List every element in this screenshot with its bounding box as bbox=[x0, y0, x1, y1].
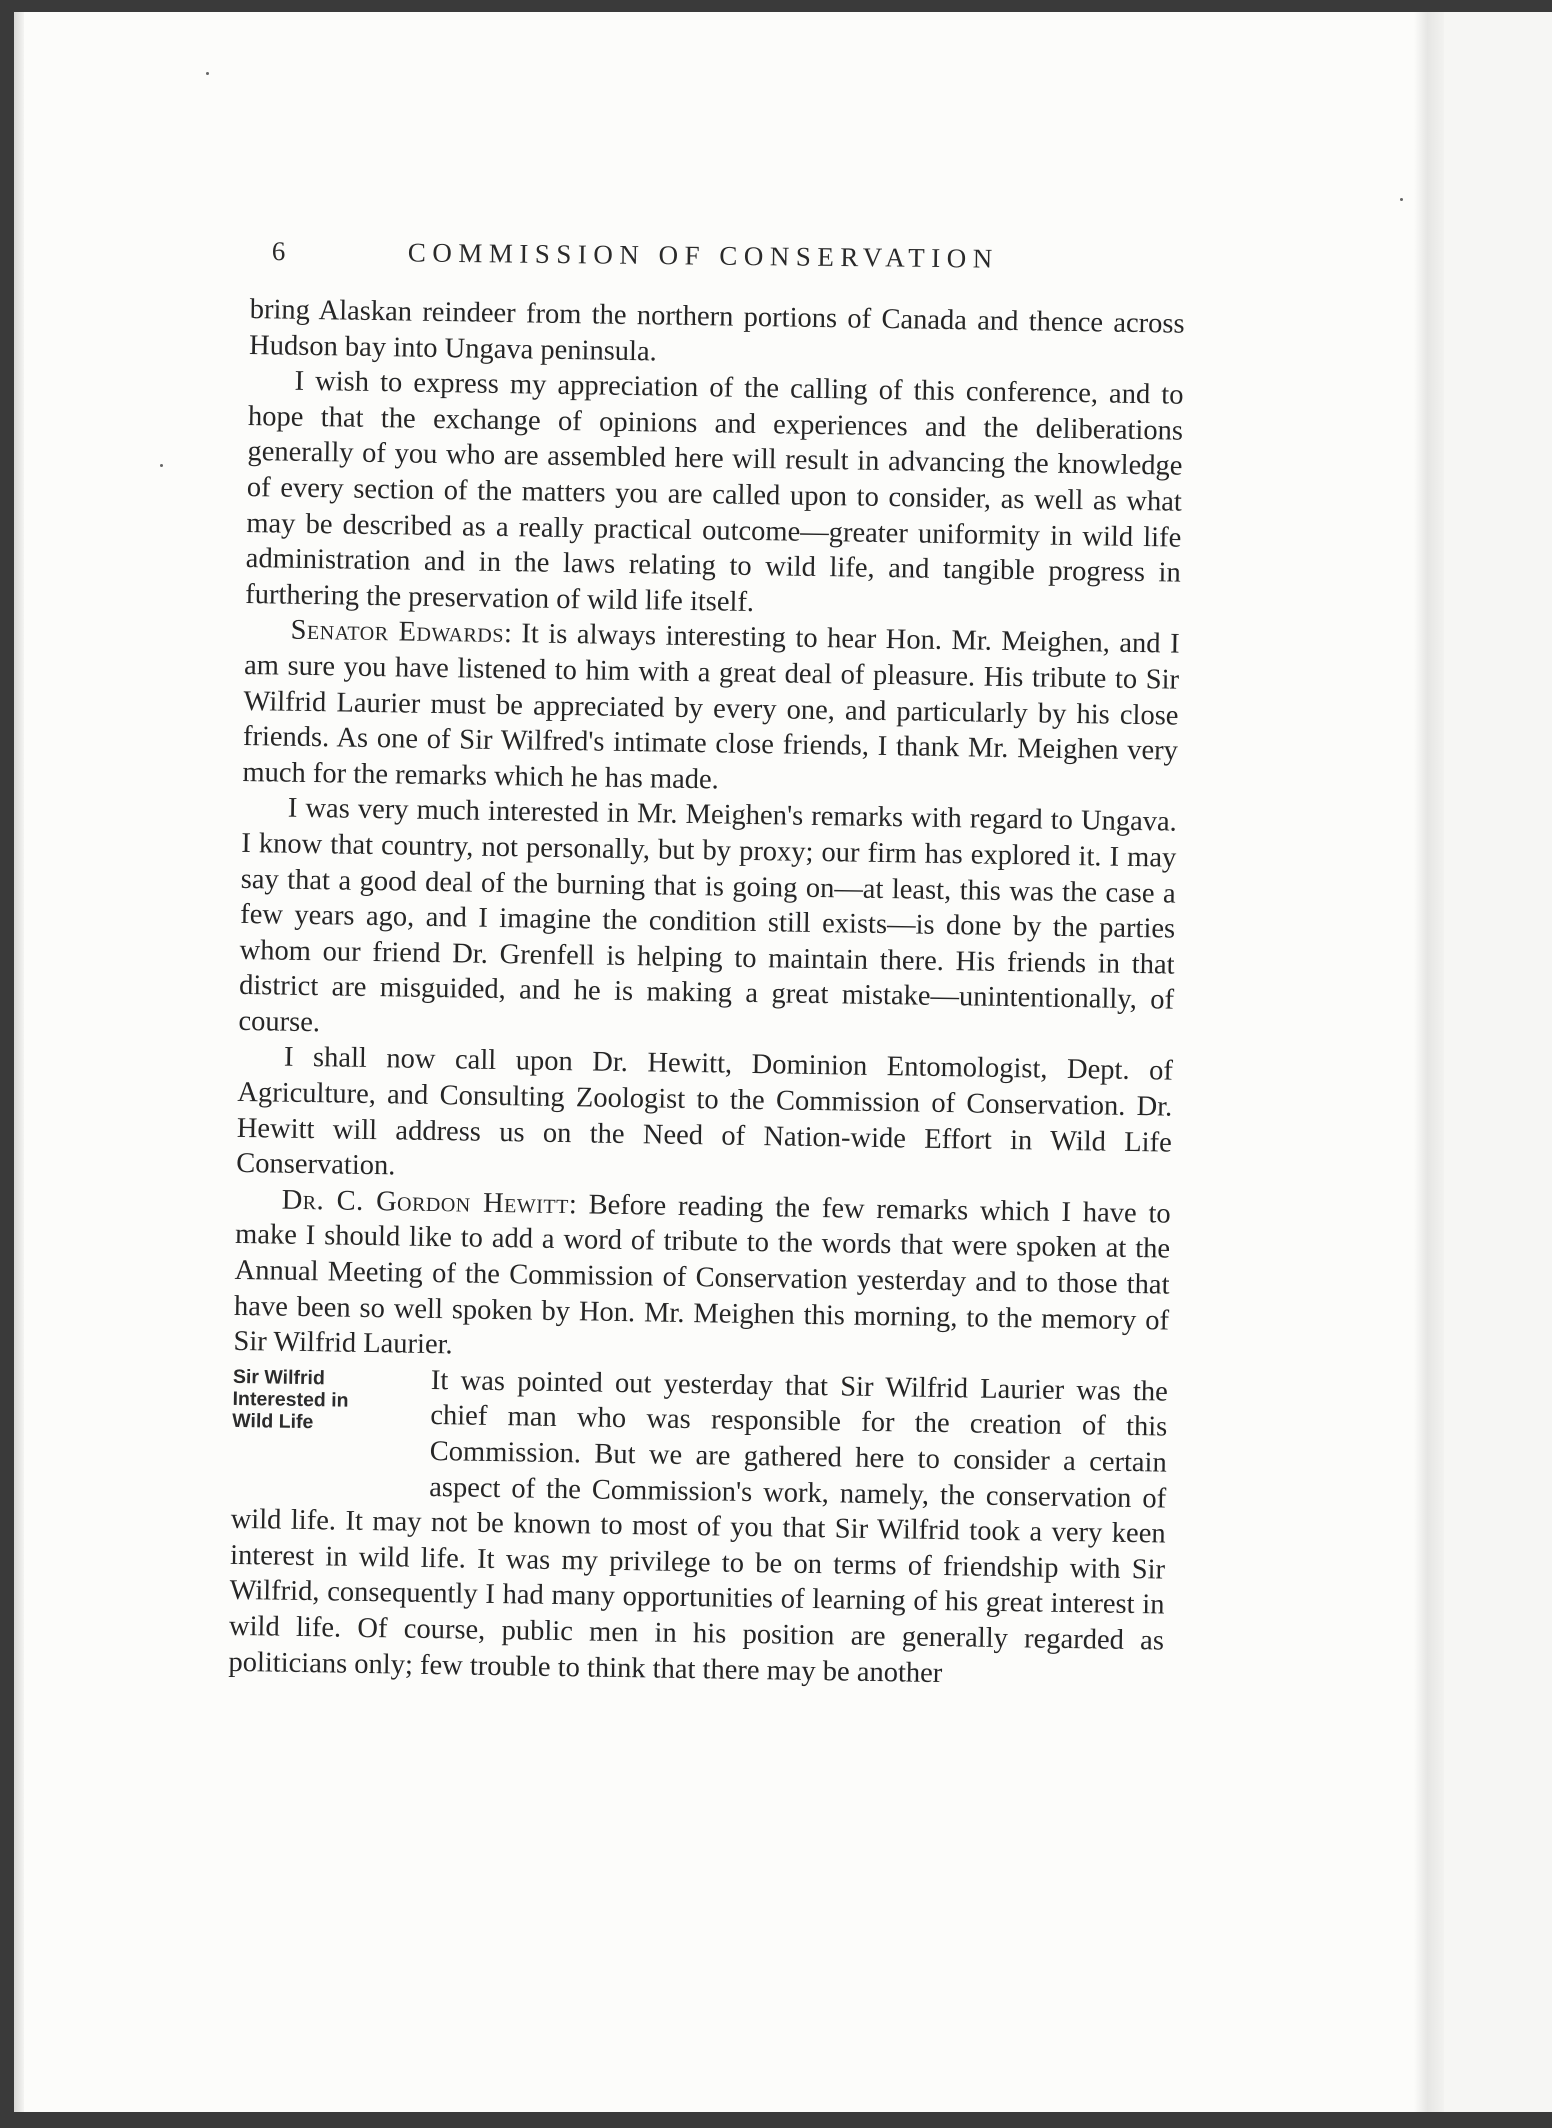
paragraph: I shall now call upon Dr. Hewitt, Dominion Entomologist, Dept. of Agriculture, and Consulting Zoologist to the Commission of Conservation. Dr. Hewitt will address us on the Need of Nation-wide Effort in Wild Life Conservation. bbox=[236, 1042, 1174, 1182]
marginal-note-line: Sir Wilfrid bbox=[232, 1365, 326, 1390]
paragraph: I was very much interested in Mr. Meighen's remarks with regard to Ungava. I know that country, not personally, but by proxy; our firm has explored it. I may say that a good deal of the burning that is going on—at least, this was the case a few years ago, and I imagine the condition still exists—is done by the parties whom our friend Dr. Grenfell is helping to maintain there. His friends in that district are misguided, and he is making a great mistake—unintentionally, of course. bbox=[238, 792, 1178, 1039]
page-fold-shadow bbox=[1414, 12, 1444, 2112]
marginal-note bbox=[231, 1366, 431, 1475]
facing-page-strip bbox=[1444, 12, 1552, 2112]
scan-speck bbox=[1400, 198, 1403, 201]
paragraph bbox=[233, 1182, 1171, 1375]
marginal-note-line: Wild Life bbox=[232, 1409, 314, 1433]
body-text bbox=[228, 292, 1185, 1695]
speech-text: : Before reading the few remarks which I have to make I should like to add a word of tribute to the words that were spoken at the Annual Meeting of the Commission of Conservation yesterday and to those that have been so well spoken by Hon. Mr. Meighen this morning, to the memory of Sir Wilfrid Laurier. bbox=[233, 1188, 1171, 1361]
page-left-edge bbox=[14, 12, 24, 2112]
page-number: 6 bbox=[271, 236, 286, 267]
scan-speck bbox=[206, 72, 209, 75]
paragraph: I wish to express my appreciation of the calling of this conference, and to hope that the exchange of opinions and experiences and the deliberations generally of you who are assembled here will result in advancing the knowledge of every section of the matters you are called upon to consider, as well as what may be described as a really practical outcome—greater uniformity in wild life administration and in the laws relating to wild life, and tangible progress in furthering the preservation of wild life itself. bbox=[245, 365, 1184, 618]
marginal-note-line: Interested in bbox=[232, 1387, 349, 1412]
scan-speck bbox=[160, 464, 163, 467]
paragraph bbox=[242, 612, 1180, 805]
paragraph-with-sidenote bbox=[228, 1360, 1168, 1695]
paragraph-text: It was pointed out yesterday that Sir Wilfrid Laurier was the chief man who was responsible for the creation of this Commission. But we are gathered here to consider a certain aspect of the Commission's work, namely, the conservation of wild life. It may not be known to most of you that Sir Wilfrid took a very keen interest in wild life. It was my privilege to be on terms of friendship with Sir Wilfrid, consequently I had many opportunities of learning of his great interest in wild life. Of course, public men in his position are generally regarded as politicians only; few trouble to think that there may be another bbox=[228, 1364, 1169, 1689]
paragraph: bring Alaskan reindeer from the northern portions of Canada and thence across Hudson bay into Ungava peninsula. bbox=[248, 293, 1185, 367]
speaker-name: Senator Edwards bbox=[290, 615, 505, 650]
speech-text: : It is always interesting to hear Hon. Mr. Meighen, and I am sure you have listened to him with a great deal of pleasure. His tribute to Sir Wilfrid Laurier must be appreciated by every one, and particularly by his close friends. As one of Sir Wilfred's intimate close friends, I thank Mr. Meighen very much for the remarks which he has made. bbox=[242, 618, 1180, 796]
running-head: COMMISSION OF CONSERVATION bbox=[407, 237, 999, 274]
speaker-name: Dr. C. Gordon Hewitt bbox=[281, 1184, 570, 1220]
